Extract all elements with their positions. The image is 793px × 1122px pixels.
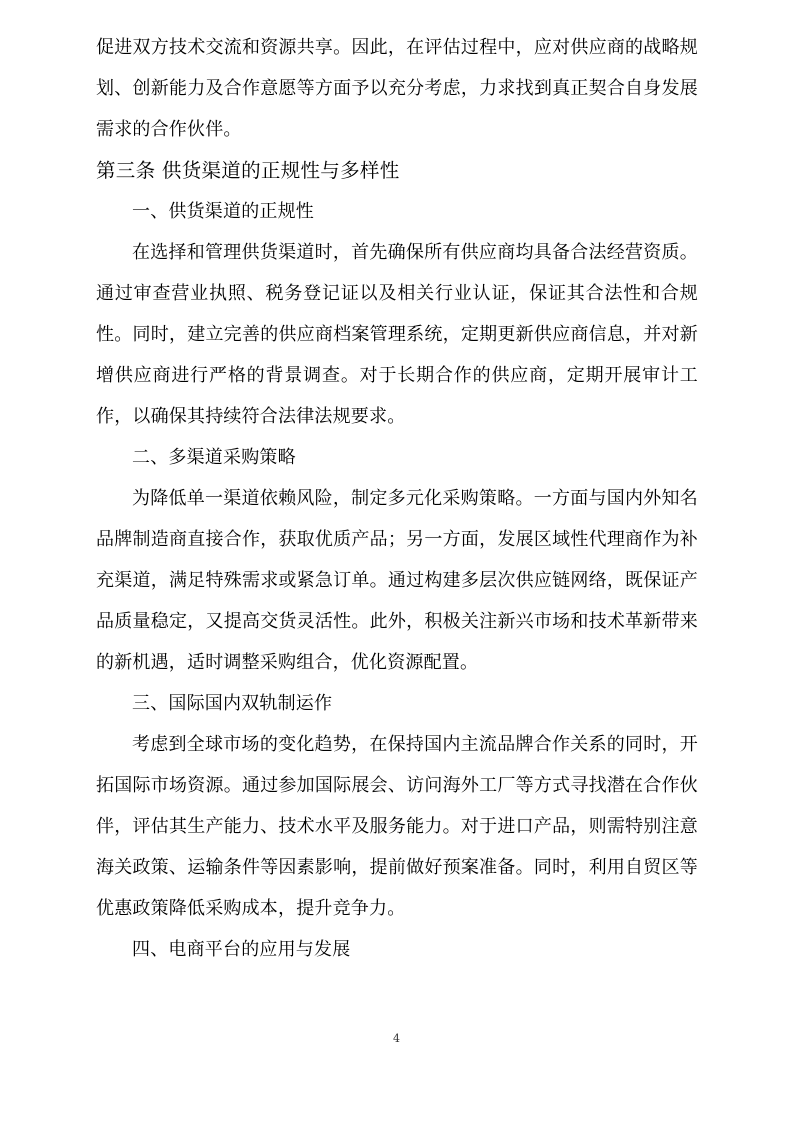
page-content <box>96 27 698 970</box>
section-body-2: 为降低单一渠道依赖风险，制定多元化采购策略。一方面与国内外知名品牌制造商直接合作，获取优质产品；另一方面，发展区域性代理商作为补充渠道，满足特殊需求或紧急订单。通过构建多层次供应链网络，既保证产品质量稳定，又提高交货灵活性。此外，积极关注新兴市场和技术革新带来的新机遇，适时调整采购组合，优化资源配置。 <box>96 488 698 673</box>
continued-paragraph: 促进双方技术交流和资源共享。因此，在评估过程中，应对供应商的战略规划、创新能力及合作意愿等方面予以充分考虑，力求找到真正契合自身发展需求的合作伙伴。 <box>96 37 698 140</box>
article-heading: 第三条 供货渠道的正规性与多样性 <box>96 159 400 182</box>
section-body-3: 考虑到全球市场的变化趋势，在保持国内主流品牌合作关系的同时，开拓国际市场资源。通过参加国际展会、访问海外工厂等方式寻找潜在合作伙伴，评估其生产能力、技术水平及服务能力。对于进口产品，则需特别注意海关政策、运输条件等因素影响，提前做好预案准备。同时，利用自贸区等优惠政策降低采购成本，提升竞争力。 <box>96 734 698 919</box>
section-title-4: 四、电商平台的应用与发展 <box>132 939 351 960</box>
section-title-1: 一、供货渠道的正规性 <box>132 201 314 222</box>
page-number: 4 <box>393 1032 400 1045</box>
section-body-1: 在选择和管理供货渠道时，首先确保所有供应商均具备合法经营资质。通过审查营业执照、税务登记证以及相关行业认证，保证其合法性和合规性。同时，建立完善的供应商档案管理系统，定期更新供应商信息，并对新增供应商进行严格的背景调查。对于长期合作的供应商，定期开展审计工作，以确保其持续符合法律法规要求。 <box>96 242 698 427</box>
section-title-3: 三、国际国内双轨制运作 <box>132 693 333 714</box>
section-title-2: 二、多渠道采购策略 <box>132 447 296 468</box>
